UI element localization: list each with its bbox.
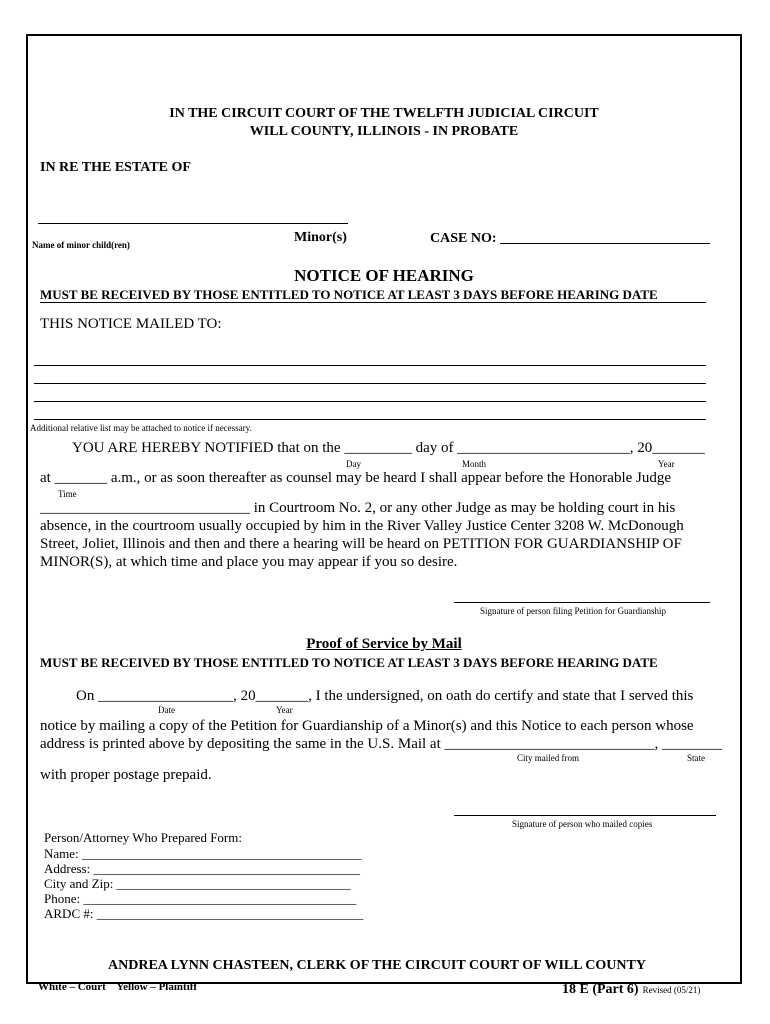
postage-line: with proper postage prepaid.: [40, 767, 212, 783]
minors-label: Minor(s): [294, 230, 347, 245]
must-receive-underline: [40, 302, 706, 303]
mailer-signature-label: Signature of person who mailed copies: [512, 819, 653, 829]
proof-must-receive: MUST BE RECEIVED BY THOSE ENTITLED TO NOTICE AT LEAST 3 DAYS BEFORE HEARING DATE: [40, 655, 658, 670]
mailed-to-line-2[interactable]: [34, 383, 706, 384]
clerk-footer: ANDREA LYNN CHASTEEN, CLERK OF THE CIRCUIT COURT OF WILL COUNTY: [108, 958, 646, 973]
service-date-label: Date: [158, 705, 175, 715]
preparer-name-field[interactable]: Name: ___________________________________________: [44, 846, 362, 861]
additional-relative-note: Additional relative list may be attached to notice if necessary.: [30, 423, 252, 433]
time-label: Time: [58, 489, 77, 499]
copy-distribution: White – Court Yellow – Plaintiff: [38, 981, 198, 993]
revised-date: Revised (05/21): [642, 985, 701, 995]
preparer-city-zip-field[interactable]: City and Zip: ____________________________________: [44, 876, 351, 891]
estate-heading: IN RE THE ESTATE OF: [40, 160, 191, 175]
year-label: Year: [658, 459, 675, 469]
courtroom-line[interactable]: ____________________________ in Courtroom No. 2, or any other Judge as may be holding court in his: [40, 500, 676, 516]
preparer-address-field[interactable]: Address: _________________________________________: [44, 861, 360, 876]
service-date-line[interactable]: On __________________, 20_______, I the undersigned, on oath do certify and state that I served this: [76, 688, 694, 704]
case-number-field[interactable]: CASE NO: ______________________________: [430, 231, 711, 246]
street-line: Street, Joliet, Illinois and then and there a hearing will be heard on PETITION FOR GUARDIANSHIP OF: [40, 536, 682, 552]
mailed-to-label: THIS NOTICE MAILED TO:: [40, 316, 222, 332]
preparer-heading: Person/Attorney Who Prepared Form:: [44, 830, 242, 845]
form-number: 18 E (Part 6): [562, 982, 639, 997]
preparer-ardc-field[interactable]: ARDC #: _________________________________________: [44, 906, 364, 921]
mailed-to-line-3[interactable]: [34, 401, 706, 402]
petition-signature-label: Signature of person filing Petition for Guardianship: [480, 606, 666, 616]
time-line[interactable]: at _______ a.m., or as soon thereafter as counsel may be heard I shall appear before the Honorable Judge: [40, 470, 672, 486]
form-number-block: [562, 980, 700, 998]
state-label: State: [687, 753, 705, 763]
notified-line[interactable]: YOU ARE HEREBY NOTIFIED that on the _________ day of _______________________, 20_______: [72, 440, 705, 456]
day-label: Day: [346, 459, 361, 469]
city-mailed-label: City mailed from: [517, 753, 579, 763]
court-title-line1: IN THE CIRCUIT COURT OF THE TWELFTH JUDICIAL CIRCUIT: [169, 106, 599, 121]
minor-name-line[interactable]: [38, 223, 348, 224]
mailing-line: notice by mailing a copy of the Petition for Guardianship of a Minor(s) and this Notice to each person whose: [40, 718, 694, 734]
absence-line: absence, in the courtroom usually occupied by him in the River Valley Justice Center 3208 W. McDonough: [40, 518, 684, 534]
service-year-label: Year: [276, 705, 293, 715]
mailed-to-line-4[interactable]: [34, 419, 706, 420]
preparer-phone-field[interactable]: Phone: __________________________________________: [44, 891, 357, 906]
petition-signature-line[interactable]: [454, 602, 710, 603]
minor-name-label: Name of minor child(ren): [32, 240, 130, 250]
mailer-signature-line[interactable]: [454, 815, 716, 816]
mailed-to-line-1[interactable]: [34, 365, 706, 366]
address-line[interactable]: address is printed above by depositing the same in the U.S. Mail at ____________________________, ________: [40, 736, 723, 752]
proof-title: Proof of Service by Mail: [306, 636, 462, 652]
month-label: Month: [462, 459, 487, 469]
notice-title: NOTICE OF HEARING: [294, 266, 474, 285]
court-title-line2: WILL COUNTY, ILLINOIS - IN PROBATE: [249, 124, 519, 139]
notice-must-receive: MUST BE RECEIVED BY THOSE ENTITLED TO NOTICE AT LEAST 3 DAYS BEFORE HEARING DATE: [40, 287, 658, 302]
minors-hearing-line: MINOR(S), at which time and place you may appear if you so desire.: [40, 554, 458, 570]
